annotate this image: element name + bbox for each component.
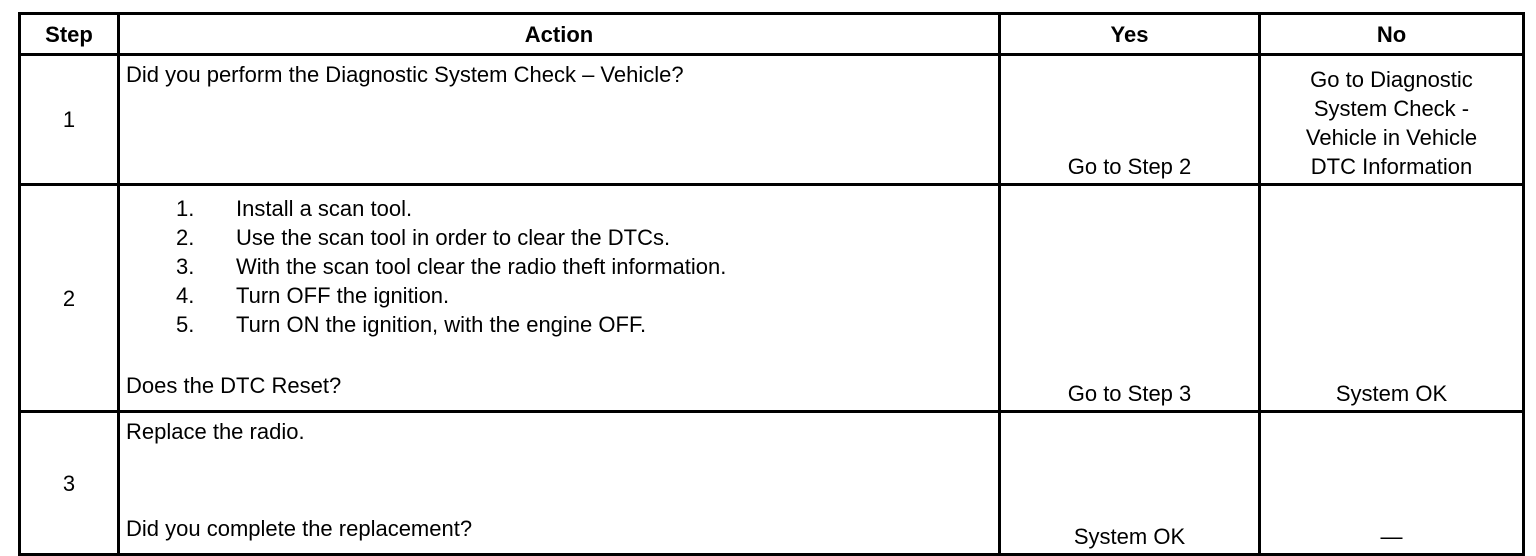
header-step: Step — [20, 14, 119, 55]
list-item — [126, 252, 992, 281]
list-item — [126, 310, 992, 339]
action-cell — [119, 185, 1000, 412]
header-no: No — [1260, 14, 1524, 55]
list-item — [126, 223, 992, 252]
list-item-text: With the scan tool clear the radio theft information. — [236, 254, 727, 279]
action-question: Did you perform the Diagnostic System Check – Vehicle? — [126, 62, 684, 87]
list-item — [126, 194, 992, 223]
diagnostic-table — [18, 12, 1525, 556]
list-item — [126, 281, 992, 310]
list-item-number: 4. — [176, 283, 195, 308]
action-cell — [119, 412, 1000, 555]
table-row — [20, 185, 1524, 412]
list-item-number: 5. — [176, 312, 195, 337]
list-item-text: Turn OFF the ignition. — [236, 283, 450, 308]
no-cell: — — [1260, 412, 1524, 555]
action-steps-list — [126, 194, 992, 339]
step-number: 2 — [20, 185, 119, 412]
no-cell — [1260, 55, 1524, 185]
list-item-text: Install a scan tool. — [236, 196, 413, 221]
no-cell: System OK — [1260, 185, 1524, 412]
table-row — [20, 412, 1524, 555]
list-item-text: Turn ON the ignition, with the engine OFF. — [236, 312, 647, 337]
list-item-text: Use the scan tool in order to clear the DTCs. — [236, 225, 671, 250]
action-question: Did you complete the replacement? — [126, 516, 473, 541]
list-item-number: 3. — [176, 254, 195, 279]
table-row — [20, 55, 1524, 185]
list-item-number: 1. — [176, 196, 195, 221]
step-number: 1 — [20, 55, 119, 185]
yes-cell: Go to Step 3 — [1000, 185, 1260, 412]
yes-cell: Go to Step 2 — [1000, 55, 1260, 185]
action-instruction: Replace the radio. — [126, 419, 305, 444]
header-yes: Yes — [1000, 14, 1260, 55]
list-item-number: 2. — [176, 225, 195, 250]
yes-cell: System OK — [1000, 412, 1260, 555]
action-question: Does the DTC Reset? — [126, 373, 342, 398]
action-cell — [119, 55, 1000, 185]
no-result-text: Go to Diagnostic System Check - Vehicle in Vehicle DTC Information — [1305, 67, 1478, 179]
header-action: Action — [119, 14, 1000, 55]
table-header-row — [20, 14, 1524, 55]
step-number: 3 — [20, 412, 119, 555]
